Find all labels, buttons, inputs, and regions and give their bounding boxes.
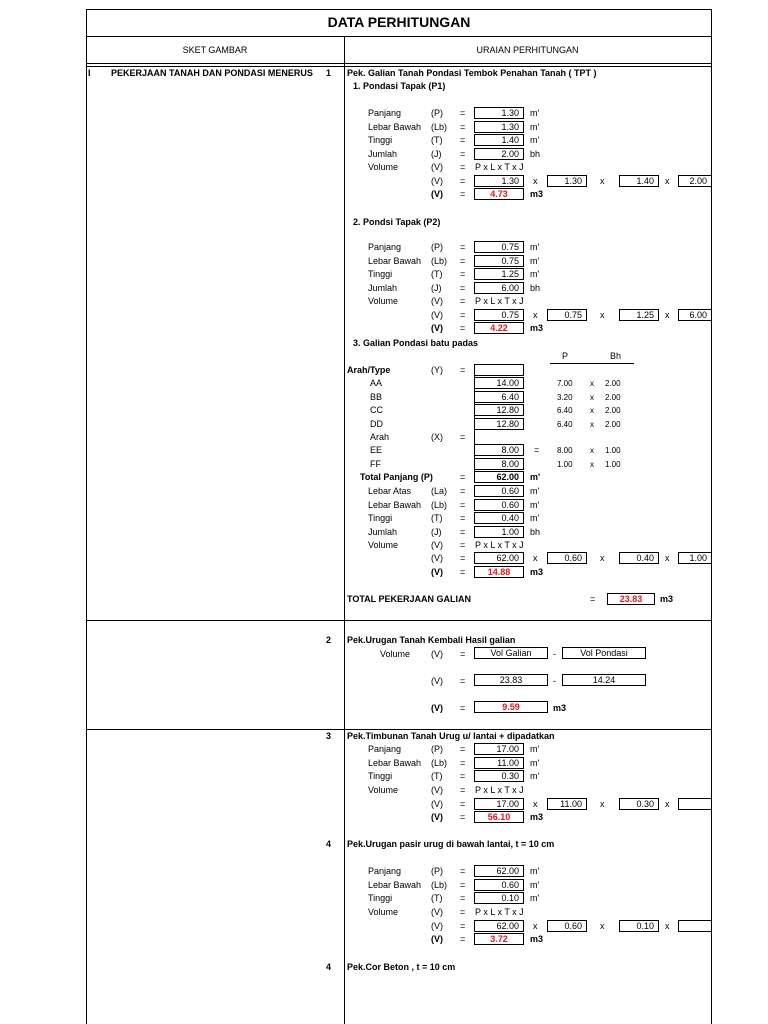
s3-unit-2: m' bbox=[530, 771, 540, 781]
s3-sym-2: (T) bbox=[431, 771, 443, 781]
s2-vol-galian: Vol Galian bbox=[474, 647, 548, 659]
s3-calc-x1: x bbox=[533, 799, 538, 809]
p3-row2-bh-1: 1.00 bbox=[605, 460, 621, 469]
p3-list-bracket bbox=[474, 376, 475, 471]
p1-res-eq: = bbox=[460, 189, 466, 199]
p3-row-x-1: x bbox=[590, 393, 594, 402]
p3-row2-p-1: 1.00 bbox=[557, 460, 573, 469]
p2-unit-3: bh bbox=[530, 283, 541, 293]
s4-val-0: 62.00 bbox=[474, 865, 524, 877]
p1-calc-3: 1.40 bbox=[619, 175, 659, 187]
s3-calc-2: 11.00 bbox=[547, 798, 587, 810]
p1-eq-1: = bbox=[460, 122, 466, 132]
p3-lbl-3: Jumlah bbox=[368, 527, 398, 537]
p2-val-1: 0.75 bbox=[474, 255, 524, 267]
p2-val-2: 1.25 bbox=[474, 268, 524, 280]
p3-eq-1: = bbox=[460, 500, 466, 510]
p1-lbl-3: Jumlah bbox=[368, 149, 398, 159]
p3-val-0: 0.60 bbox=[474, 485, 524, 497]
s3-unit-1: m' bbox=[530, 758, 540, 768]
p1-calc-x3: x bbox=[665, 176, 670, 186]
p3-row2-p-0: 8.00 bbox=[557, 446, 573, 455]
p3-arah-sym: (X) bbox=[431, 432, 443, 442]
p3-calc-2: 0.60 bbox=[547, 552, 587, 564]
p3-calc-x2: x bbox=[600, 553, 605, 563]
s4-val-1: 0.60 bbox=[474, 879, 524, 891]
p1-res-sym: (V) bbox=[431, 189, 443, 199]
s3-vol-eq: = bbox=[460, 785, 466, 795]
p1-val-2: 1.40 bbox=[474, 134, 524, 146]
s2-calc-sym: (V) bbox=[431, 676, 443, 686]
section-roman: I bbox=[88, 68, 91, 78]
p3-row2-x-1: x bbox=[590, 460, 594, 469]
total-galian-label: TOTAL PEKERJAAN GALIAN bbox=[347, 594, 472, 604]
p2-result: 4.22 bbox=[474, 322, 524, 334]
p2-sym-1: (Lb) bbox=[431, 256, 448, 266]
item-title-2: Pek.Urugan Tanah Kembali Hasil galian bbox=[347, 635, 516, 645]
p3-sym-3: (J) bbox=[431, 527, 442, 537]
item-no-5: 4 bbox=[326, 962, 332, 972]
s4-eq-0: = bbox=[460, 866, 466, 876]
p1-calc-sym: (V) bbox=[431, 176, 443, 186]
p1-vol-eq: = bbox=[460, 162, 466, 172]
s2-vol-lbl: Volume bbox=[380, 649, 411, 659]
p3-row-name-0: AA bbox=[370, 378, 383, 388]
p2-calc-x3: x bbox=[665, 310, 670, 320]
p3-total-lbl: Total Panjang (P) bbox=[360, 472, 433, 482]
p3-row-bh-1: 2.00 bbox=[605, 393, 621, 402]
item-title-3: Pek.Timbunan Tanah Urug u/ lantai + dipadatkan bbox=[347, 731, 555, 741]
p1-lbl-0: Panjang bbox=[368, 108, 402, 118]
total-galian-value: 23.83 bbox=[607, 593, 655, 605]
s3-unit-0: m' bbox=[530, 744, 540, 754]
p3-heading: 3. Galian Pondasi batu padas bbox=[353, 338, 479, 348]
p3-eq-2: = bbox=[460, 513, 466, 523]
s2-res-unit: m3 bbox=[553, 703, 567, 713]
p1-calc-2: 1.30 bbox=[547, 175, 587, 187]
p2-eq-2: = bbox=[460, 269, 466, 279]
p3-calc-sym: (V) bbox=[431, 553, 443, 563]
p3-unit-0: m' bbox=[530, 486, 540, 496]
s3-vol-sym: (V) bbox=[431, 785, 443, 795]
col-header-uraian: URAIAN PERHITUNGAN bbox=[476, 45, 579, 55]
p2-sym-3: (J) bbox=[431, 283, 442, 293]
p2-eq-3: = bbox=[460, 283, 466, 293]
s2-result: 9.59 bbox=[474, 701, 548, 713]
p3-calc-eq: = bbox=[460, 553, 466, 563]
p3-calc-4: 1.00 bbox=[678, 552, 712, 564]
item-no-4: 4 bbox=[326, 839, 332, 849]
s3-calc-eq: = bbox=[460, 799, 466, 809]
p3-arah: Arah bbox=[370, 432, 390, 442]
p3-calc-x3: x bbox=[665, 553, 670, 563]
p1-heading: 1. Pondasi Tapak (P1) bbox=[353, 81, 446, 91]
s3-lbl-0: Panjang bbox=[368, 744, 402, 754]
p3-eq-0: = bbox=[460, 486, 466, 496]
p1-res-unit: m3 bbox=[530, 189, 544, 199]
p2-val-0: 0.75 bbox=[474, 241, 524, 253]
s3-calc-sym: (V) bbox=[431, 799, 443, 809]
col-header-sket: SKET GAMBAR bbox=[182, 45, 248, 55]
p1-calc-1: 1.30 bbox=[474, 175, 524, 187]
section-name: PEKERJAAN TANAH DAN PONDASI MENERUS bbox=[111, 68, 313, 78]
s2-vol-pondasi: Vol Pondasi bbox=[562, 647, 646, 659]
p3-row2-x-0: x bbox=[590, 446, 594, 455]
p2-calc-1: 0.75 bbox=[474, 309, 524, 321]
p3-col-bh: Bh bbox=[610, 351, 622, 361]
p3-row-x-3: x bbox=[590, 420, 594, 429]
s3-eq-2: = bbox=[460, 771, 466, 781]
p3-arah-eq: = bbox=[460, 432, 466, 442]
header-bottom-1 bbox=[86, 63, 712, 64]
p3-vol-lbl: Volume bbox=[368, 540, 399, 550]
s2-a: 23.83 bbox=[474, 674, 548, 686]
p3-row-bh-2: 2.00 bbox=[605, 406, 621, 415]
p3-row-name-1: BB bbox=[370, 392, 383, 402]
p3-row-val-1: 6.40 bbox=[474, 391, 524, 403]
p3-row-p-3: 6.40 bbox=[557, 420, 573, 429]
title-bottom bbox=[86, 36, 712, 37]
s4-eq-1: = bbox=[460, 880, 466, 890]
s2-res-eq: = bbox=[460, 703, 466, 713]
p3-arahtype-box bbox=[474, 364, 524, 376]
s3-result: 56.10 bbox=[474, 811, 524, 823]
p1-vol-lbl: Volume bbox=[368, 162, 399, 172]
p2-calc-sym: (V) bbox=[431, 310, 443, 320]
p2-res-sym: (V) bbox=[431, 323, 443, 333]
p3-unit-1: m' bbox=[530, 500, 540, 510]
p3-sym-0: (La) bbox=[431, 486, 448, 496]
s4-vol-sym: (V) bbox=[431, 907, 443, 917]
p2-sym-0: (P) bbox=[431, 242, 443, 252]
s3-calc-4 bbox=[678, 798, 712, 810]
p3-row-x-0: x bbox=[590, 379, 594, 388]
p1-lbl-1: Lebar Bawah bbox=[368, 122, 422, 132]
p2-unit-1: m' bbox=[530, 256, 540, 266]
s4-vol-lbl: Volume bbox=[368, 907, 399, 917]
p3-row-bh-3: 2.00 bbox=[605, 420, 621, 429]
s4-lbl-0: Panjang bbox=[368, 866, 402, 876]
s2-calc-eq: = bbox=[460, 676, 466, 686]
p3-col-p: P bbox=[562, 351, 569, 361]
s4-unit-2: m' bbox=[530, 893, 540, 903]
s3-val-1: 11.00 bbox=[474, 757, 524, 769]
p3-vol-eq: = bbox=[460, 540, 466, 550]
p2-val-3: 6.00 bbox=[474, 282, 524, 294]
p2-calc-eq: = bbox=[460, 310, 466, 320]
frame-left bbox=[86, 9, 87, 1024]
p1-sym-1: (Lb) bbox=[431, 122, 448, 132]
total-galian-unit: m3 bbox=[660, 594, 674, 604]
p1-sym-3: (J) bbox=[431, 149, 442, 159]
s4-calc-x1: x bbox=[533, 921, 538, 931]
p3-row2-val-0: 8.00 bbox=[474, 444, 524, 456]
p2-calc-x1: x bbox=[533, 310, 538, 320]
p3-arahtype-sym: (Y) bbox=[431, 365, 443, 375]
p2-calc-2: 0.75 bbox=[547, 309, 587, 321]
p2-eq-1: = bbox=[460, 256, 466, 266]
s2-vol-sym: (V) bbox=[431, 649, 443, 659]
s4-calc-1: 62.00 bbox=[474, 920, 524, 932]
item-no-2: 2 bbox=[326, 635, 332, 645]
p1-unit-0: m' bbox=[530, 108, 540, 118]
s4-res-eq: = bbox=[460, 934, 466, 944]
p2-res-eq: = bbox=[460, 323, 466, 333]
p3-row2-val-1: 8.00 bbox=[474, 458, 524, 470]
p1-sym-2: (T) bbox=[431, 135, 443, 145]
s4-sym-2: (T) bbox=[431, 893, 443, 903]
s3-eq-0: = bbox=[460, 744, 466, 754]
p1-eq-2: = bbox=[460, 135, 466, 145]
p3-val-2: 0.40 bbox=[474, 512, 524, 524]
s3-calc-1: 17.00 bbox=[474, 798, 524, 810]
s4-unit-0: m' bbox=[530, 866, 540, 876]
p1-lbl-2: Tinggi bbox=[368, 135, 393, 145]
item-no-3: 3 bbox=[326, 731, 332, 741]
total-galian-eq: = bbox=[590, 594, 596, 604]
p1-unit-3: bh bbox=[530, 149, 541, 159]
page-title: DATA PERHITUNGAN bbox=[327, 14, 471, 30]
p1-unit-2: m' bbox=[530, 135, 540, 145]
p3-row2-name-0: EE bbox=[370, 445, 383, 455]
s4-calc-eq: = bbox=[460, 921, 466, 931]
s4-vol-eq: = bbox=[460, 907, 466, 917]
s3-calc-x3: x bbox=[665, 799, 670, 809]
p2-vol-formula: P x L x T x J bbox=[475, 296, 524, 306]
s4-unit-1: m' bbox=[530, 880, 540, 890]
p3-row-val-2: 12.80 bbox=[474, 404, 524, 416]
p3-row-x-2: x bbox=[590, 406, 594, 415]
s4-calc-sym: (V) bbox=[431, 921, 443, 931]
p1-calc-eq: = bbox=[460, 176, 466, 186]
p1-calc-4: 2.00 bbox=[678, 175, 712, 187]
p2-unit-2: m' bbox=[530, 269, 540, 279]
s3-calc-3: 0.30 bbox=[619, 798, 659, 810]
p2-calc-x2: x bbox=[600, 310, 605, 320]
p2-vol-eq: = bbox=[460, 296, 466, 306]
section-divider-1 bbox=[86, 620, 712, 621]
s3-sym-0: (P) bbox=[431, 744, 443, 754]
p3-eq-3: = bbox=[460, 527, 466, 537]
p2-vol-lbl: Volume bbox=[368, 296, 399, 306]
p3-row-bh-0: 2.00 bbox=[605, 379, 621, 388]
item-title-1: Pek. Galian Tanah Pondasi Tembok Penahan Tanah ( TPT ) bbox=[347, 68, 597, 78]
frame-top bbox=[86, 9, 712, 10]
p3-row-p-0: 7.00 bbox=[557, 379, 573, 388]
s3-val-2: 0.30 bbox=[474, 770, 524, 782]
p1-val-0: 1.30 bbox=[474, 107, 524, 119]
p3-total-unit: m' bbox=[530, 472, 541, 482]
p1-eq-3: = bbox=[460, 149, 466, 159]
p3-unit-3: bh bbox=[530, 527, 541, 537]
p3-val-1: 0.60 bbox=[474, 499, 524, 511]
p2-lbl-0: Panjang bbox=[368, 242, 402, 252]
s2-minus-1: - bbox=[553, 649, 556, 659]
p2-heading: 2. Pondsi Tapak (P2) bbox=[353, 217, 441, 227]
p2-eq-0: = bbox=[460, 242, 466, 252]
s3-calc-x2: x bbox=[600, 799, 605, 809]
s4-sym-0: (P) bbox=[431, 866, 443, 876]
s4-calc-x3: x bbox=[665, 921, 670, 931]
s4-calc-2: 0.60 bbox=[547, 920, 587, 932]
s3-res-unit: m3 bbox=[530, 812, 544, 822]
p3-row-name-2: CC bbox=[370, 405, 383, 415]
p2-lbl-3: Jumlah bbox=[368, 283, 398, 293]
p1-val-3: 2.00 bbox=[474, 148, 524, 160]
p3-row-p-1: 3.20 bbox=[557, 393, 573, 402]
s4-calc-x2: x bbox=[600, 921, 605, 931]
p3-calc-3: 0.40 bbox=[619, 552, 659, 564]
p1-calc-x1: x bbox=[533, 176, 538, 186]
p2-res-unit: m3 bbox=[530, 323, 544, 333]
p3-col-underline bbox=[550, 363, 634, 364]
p3-sym-1: (Lb) bbox=[431, 500, 448, 510]
s3-vol-formula: P x L x T x J bbox=[475, 785, 524, 795]
item-title-4: Pek.Urugan pasir urug di bawah lantai, t = 10 cm bbox=[347, 839, 555, 849]
s3-res-eq: = bbox=[460, 812, 466, 822]
s4-sym-1: (Lb) bbox=[431, 880, 448, 890]
s4-res-sym: (V) bbox=[431, 934, 443, 944]
s2-res-sym: (V) bbox=[431, 703, 443, 713]
p3-res-unit: m3 bbox=[530, 567, 544, 577]
p1-result: 4.73 bbox=[474, 188, 524, 200]
p3-row2-name-1: FF bbox=[370, 459, 381, 469]
p1-sym-0: (P) bbox=[431, 108, 443, 118]
p3-sym-2: (T) bbox=[431, 513, 443, 523]
p3-calc-1: 62.00 bbox=[474, 552, 524, 564]
frame-right bbox=[711, 9, 712, 1024]
s3-eq-1: = bbox=[460, 758, 466, 768]
p2-lbl-1: Lebar Bawah bbox=[368, 256, 422, 266]
p2-calc-4: 6.00 bbox=[678, 309, 712, 321]
p2-unit-0: m' bbox=[530, 242, 540, 252]
s2-vol-eq: = bbox=[460, 649, 466, 659]
p3-val-3: 1.00 bbox=[474, 526, 524, 538]
p1-vol-sym: (V) bbox=[431, 162, 443, 172]
s4-result: 3.72 bbox=[474, 933, 524, 945]
p1-val-1: 1.30 bbox=[474, 121, 524, 133]
s2-b: 14.24 bbox=[562, 674, 646, 686]
p3-unit-2: m' bbox=[530, 513, 540, 523]
s4-res-unit: m3 bbox=[530, 934, 544, 944]
p2-sym-2: (T) bbox=[431, 269, 443, 279]
p1-calc-x2: x bbox=[600, 176, 605, 186]
p3-total-val: 62.00 bbox=[474, 471, 524, 483]
s4-calc-4 bbox=[678, 920, 712, 932]
s2-minus-2: - bbox=[553, 676, 556, 686]
p3-vol-sym: (V) bbox=[431, 540, 443, 550]
p3-total-eq: = bbox=[460, 472, 466, 482]
s3-vol-lbl: Volume bbox=[368, 785, 399, 795]
p3-arahtype: Arah/Type bbox=[347, 365, 391, 375]
p1-unit-1: m' bbox=[530, 122, 540, 132]
p1-eq-0: = bbox=[460, 108, 466, 118]
s3-lbl-1: Lebar Bawah bbox=[368, 758, 422, 768]
p3-row2-bh-0: 1.00 bbox=[605, 446, 621, 455]
header-bottom-2 bbox=[86, 66, 712, 67]
s4-val-2: 0.10 bbox=[474, 892, 524, 904]
s3-sym-1: (Lb) bbox=[431, 758, 448, 768]
p2-lbl-2: Tinggi bbox=[368, 269, 393, 279]
s3-val-0: 17.00 bbox=[474, 743, 524, 755]
p3-arahtype-eq: = bbox=[460, 365, 466, 375]
p3-lbl-1: Lebar Bawah bbox=[368, 500, 422, 510]
column-divider bbox=[344, 37, 345, 1024]
p3-vol-formula: P x L x T x J bbox=[475, 540, 524, 550]
p1-vol-formula: P x L x T x J bbox=[475, 162, 524, 172]
s3-res-sym: (V) bbox=[431, 812, 443, 822]
s4-lbl-2: Tinggi bbox=[368, 893, 393, 903]
p3-calc-x1: x bbox=[533, 553, 538, 563]
p3-row-p-2: 6.40 bbox=[557, 406, 573, 415]
p3-row2-eq-0: = bbox=[534, 445, 540, 455]
p3-row-name-3: DD bbox=[370, 419, 383, 429]
p3-result: 14.88 bbox=[474, 566, 524, 578]
s4-eq-2: = bbox=[460, 893, 466, 903]
section-divider-2 bbox=[86, 729, 712, 730]
p3-lbl-2: Tinggi bbox=[368, 513, 393, 523]
s4-vol-formula: P x L x T x J bbox=[475, 907, 524, 917]
s3-lbl-2: Tinggi bbox=[368, 771, 393, 781]
p2-vol-sym: (V) bbox=[431, 296, 443, 306]
item-no-1: 1 bbox=[326, 68, 332, 78]
p2-calc-3: 1.25 bbox=[619, 309, 659, 321]
p3-res-sym: (V) bbox=[431, 567, 443, 577]
item-title-5: Pek.Cor Beton , t = 10 cm bbox=[347, 962, 456, 972]
p3-res-eq: = bbox=[460, 567, 466, 577]
p3-lbl-0: Lebar Atas bbox=[368, 486, 412, 496]
p3-row-val-0: 14.00 bbox=[474, 377, 524, 389]
s4-lbl-1: Lebar Bawah bbox=[368, 880, 422, 890]
s4-calc-3: 0.10 bbox=[619, 920, 659, 932]
p3-row-val-3: 12.80 bbox=[474, 418, 524, 430]
